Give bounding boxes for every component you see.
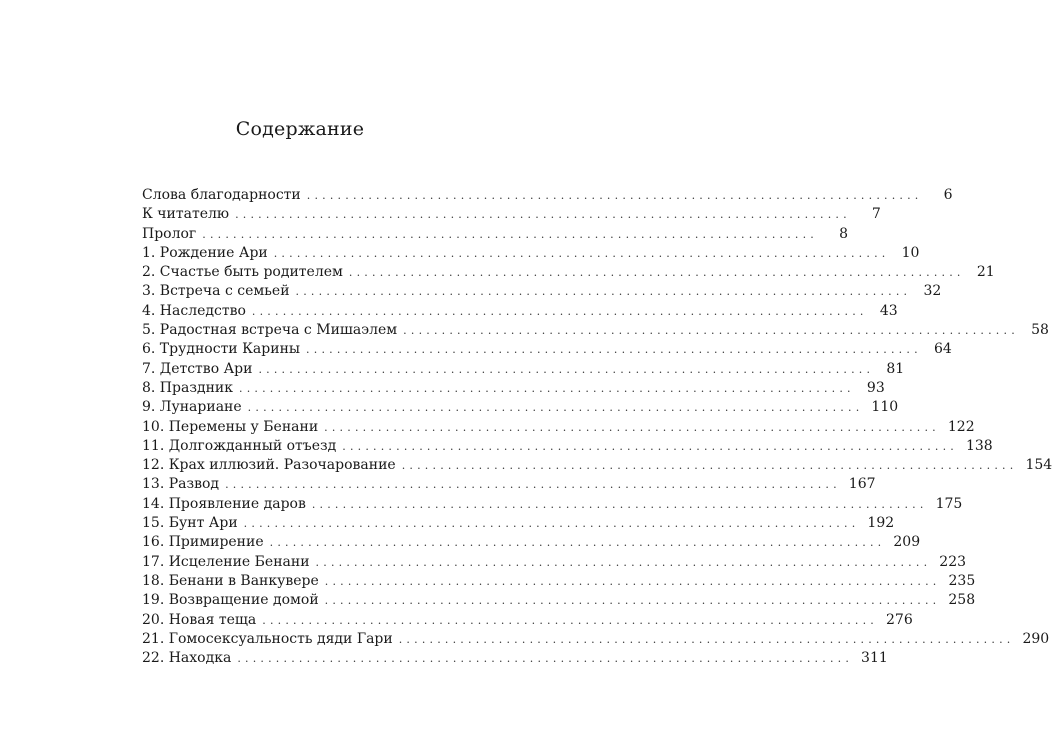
dot-leader: ................................................................................ xyxy=(251,304,868,318)
toc-entry xyxy=(142,533,921,552)
page-title: Содержание xyxy=(235,118,365,140)
dot-leader: ................................................................................ xyxy=(324,594,941,608)
toc-entry xyxy=(142,475,876,494)
dot-leader: ................................................................................ xyxy=(239,381,855,395)
dot-leader: ................................................................................ xyxy=(202,227,818,241)
toc-entry-page: 58 xyxy=(1031,322,1049,339)
toc-entry-page: 7 xyxy=(871,206,881,223)
toc-entry-page: 175 xyxy=(935,495,963,512)
dot-leader: ................................................................................ xyxy=(258,362,875,376)
toc-entry-title: 14. Проявление даров xyxy=(142,495,306,512)
toc-entry-page: 223 xyxy=(939,553,967,570)
toc-entry xyxy=(142,495,963,514)
toc-entry xyxy=(142,514,895,533)
toc-entry-title: 1. Рождение Ари xyxy=(142,244,268,261)
dot-leader: ................................................................................ xyxy=(311,497,928,511)
toc-entry-title: 16. Примирение xyxy=(142,534,264,551)
dot-leader: ................................................................................ xyxy=(403,324,1019,338)
toc-entry-title: 8. Праздник xyxy=(142,379,233,396)
toc-entry-page: 81 xyxy=(886,360,905,377)
toc-entry-page: 290 xyxy=(1022,630,1050,647)
toc-entry-page: 154 xyxy=(1025,457,1052,474)
toc-entry-title: 3. Встреча с семьей xyxy=(142,283,290,300)
dot-leader: ................................................................................ xyxy=(225,478,841,492)
toc-entry-title: 15. Бунт Ари xyxy=(142,515,238,532)
dot-leader: ................................................................................ xyxy=(269,536,886,550)
toc-entry xyxy=(142,649,888,668)
dot-leader: ................................................................................ xyxy=(237,652,854,666)
dot-leader: ................................................................................ xyxy=(295,285,912,299)
toc-entry xyxy=(142,321,1049,340)
dot-leader: ................................................................................ xyxy=(247,401,864,415)
toc-entry-title: Пролог xyxy=(142,225,197,242)
toc-entry xyxy=(142,418,975,437)
dot-leader: ................................................................................ xyxy=(235,208,851,222)
toc-entry xyxy=(142,379,885,398)
toc-entry-title: 9. Лунариане xyxy=(142,399,242,416)
toc-entry-title: 7. Детство Ари xyxy=(142,360,253,377)
toc-entry-page: 192 xyxy=(867,515,895,532)
toc-entry-page: 122 xyxy=(947,418,975,435)
toc-entry xyxy=(142,186,953,205)
toc-entry-page: 93 xyxy=(866,379,885,396)
toc-entry-page: 21 xyxy=(976,264,995,281)
dot-leader: ................................................................................ xyxy=(324,574,941,588)
toc-entry-page: 235 xyxy=(948,572,976,589)
toc-entry xyxy=(142,553,967,572)
toc-entry xyxy=(142,611,913,630)
toc-entry xyxy=(142,360,905,379)
toc-entry-title: 12. Крах иллюзий. Разочарование xyxy=(142,457,396,474)
toc-entry xyxy=(142,225,848,244)
toc-entry-title: 20. Новая теща xyxy=(142,611,257,628)
toc-entry-title: 13. Развод xyxy=(142,476,220,493)
toc-entry-title: 2. Счастье быть родителем xyxy=(142,264,343,281)
toc-entry-page: 110 xyxy=(871,399,899,416)
toc-entry-title: 4. Наследство xyxy=(142,302,246,319)
toc-entry-page: 43 xyxy=(879,302,898,319)
dot-leader: ................................................................................ xyxy=(306,189,923,202)
dot-leader: ................................................................................ xyxy=(243,517,860,531)
toc-entry-page: 138 xyxy=(965,437,993,454)
toc-entry xyxy=(142,340,952,359)
toc-entry xyxy=(142,263,995,282)
toc-entry-page: 6 xyxy=(943,187,953,203)
toc-entry-title: Слова благодарности xyxy=(142,187,301,203)
toc-entry-title: К читателю xyxy=(142,206,230,223)
dot-leader: ................................................................................ xyxy=(315,555,932,569)
dot-leader: ................................................................................ xyxy=(398,632,1015,646)
toc-entry xyxy=(142,572,976,591)
toc-entry xyxy=(142,437,993,456)
toc-entry xyxy=(142,456,1052,475)
toc-entry-title: 21. Гомосексуальность дяди Гари xyxy=(142,630,393,647)
toc-entry-page: 311 xyxy=(861,650,888,667)
dot-leader: ................................................................................ xyxy=(401,459,1018,473)
toc-entry-title: 18. Бенани в Ванкувере xyxy=(142,572,319,589)
dot-leader: ................................................................................ xyxy=(306,343,922,357)
toc-entry-title: 10. Перемены у Бенани xyxy=(142,418,319,435)
toc-entry-title: 6. Трудности Карины xyxy=(142,341,301,358)
toc-entry-title: 11. Долгожданный отъезд xyxy=(142,437,337,454)
toc-entry xyxy=(142,244,920,263)
toc-entry-page: 10 xyxy=(901,244,920,261)
toc-entry xyxy=(142,591,976,610)
toc-entry-page: 64 xyxy=(933,341,952,358)
toc-entry-page: 8 xyxy=(839,225,848,242)
toc-entry xyxy=(142,205,881,224)
table-of-contents xyxy=(142,186,1052,668)
toc-entry-title: 17. Исцеление Бенани xyxy=(142,553,310,570)
toc-entry-page: 167 xyxy=(848,476,876,493)
toc-entry xyxy=(142,282,942,301)
toc-entry-page: 276 xyxy=(886,611,913,628)
dot-leader: ................................................................................ xyxy=(273,246,890,260)
dot-leader: ................................................................................ xyxy=(262,613,878,627)
toc-entry xyxy=(142,630,1050,649)
toc-entry-page: 32 xyxy=(923,283,942,300)
toc-entry-title: 22. Находка xyxy=(142,650,232,667)
toc-entry-page: 209 xyxy=(893,534,921,551)
dot-leader: ................................................................................ xyxy=(324,420,940,434)
toc-entry-page: 258 xyxy=(948,592,976,609)
toc-entry-title: 5. Радостная встреча с Мишаэлем xyxy=(142,322,398,339)
toc-entry xyxy=(142,398,899,417)
dot-leader: ................................................................................ xyxy=(342,439,958,453)
toc-entry xyxy=(142,302,898,321)
dot-leader: ................................................................................ xyxy=(348,266,965,280)
toc-entry-title: 19. Возвращение домой xyxy=(142,592,319,609)
